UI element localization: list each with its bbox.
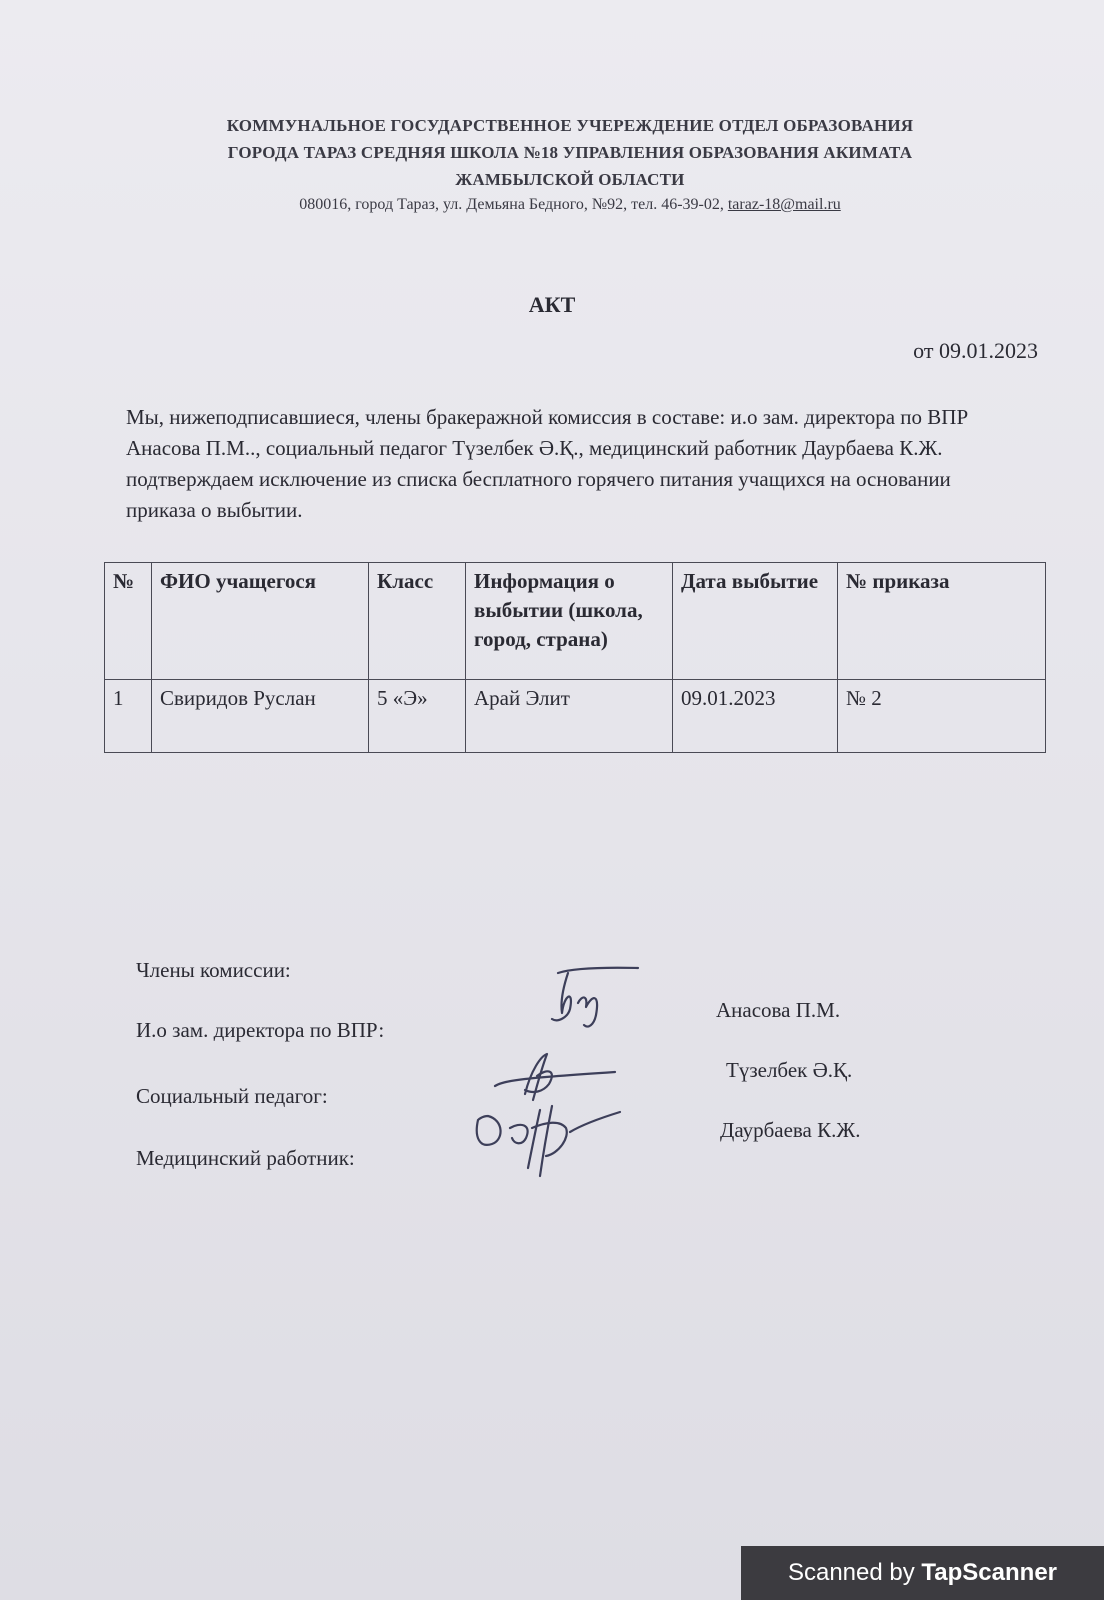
cell-number: 1 bbox=[105, 680, 152, 753]
header-line-1: КОММУНАЛЬНОЕ ГОСУДАРСТВЕННОЕ УЧЕРЕЖДЕНИЕ ОТДЕЛ ОБРАЗОВАНИЯ bbox=[226, 116, 914, 135]
cell-class: 5 «Э» bbox=[369, 680, 466, 753]
intro-paragraph: Мы, нижеподписавшиеся, члены бракеражной комиссия в составе: и.о зам. директора по ВПР Анасова П.М.., социальный педагог Түзелбек Ә.Қ., медицинский работник Даурбаева К.Ж. подтверждаем исключение из списка бесплатного горячего питания учащихся на основании приказа о выбытии. bbox=[126, 405, 969, 522]
commission-heading: Члены комиссии: bbox=[136, 958, 291, 982]
col-header-withdrawal-info: Информация о выбытии (школа, город, страна) bbox=[466, 563, 673, 680]
role-deputy-director: И.о зам. директора по ВПР: bbox=[136, 1018, 385, 1042]
col-header-number: № bbox=[105, 563, 152, 680]
badge-prefix: Scanned by bbox=[787, 1559, 922, 1586]
document-title: АКТ bbox=[528, 292, 576, 317]
organization-header bbox=[130, 112, 1010, 193]
withdrawal-table bbox=[104, 562, 1046, 753]
scanner-watermark-badge bbox=[741, 1546, 1104, 1600]
badge-brand: TapScanner bbox=[921, 1559, 1058, 1586]
name-deputy-director: Анасова П.М. bbox=[716, 998, 841, 1022]
role-medical-worker: Медицинский работник: bbox=[136, 1146, 355, 1170]
organization-address bbox=[130, 196, 1010, 214]
signature-medical-worker bbox=[470, 1098, 640, 1188]
cell-order-number: № 2 bbox=[838, 680, 1046, 753]
header-line-3: ЖАМБЫЛСКОЙ ОБЛАСТИ bbox=[455, 170, 685, 189]
name-social-teacher: Түзелбек Ә.Қ. bbox=[726, 1058, 853, 1082]
header-line-2: ГОРОДА ТАРАЗ СРЕДНЯЯ ШКОЛА №18 УПРАВЛЕНИЯ ОБРАЗОВАНИЯ АКИМАТА bbox=[227, 143, 913, 162]
col-header-order-number: № приказа bbox=[838, 563, 1046, 680]
cell-withdrawal-date: 09.01.2023 bbox=[673, 680, 838, 753]
table-row bbox=[105, 680, 1046, 753]
signature-deputy-director bbox=[540, 965, 650, 1035]
cell-student-name: Свиридов Руслан bbox=[152, 680, 369, 753]
role-social-teacher: Социальный педагог: bbox=[136, 1084, 328, 1108]
address-text: 080016, город Тараз, ул. Демьяна Бедного, №92, тел. 46-39-02, bbox=[299, 196, 724, 213]
col-header-name: ФИО учащегося bbox=[152, 563, 369, 680]
name-medical-worker: Даурбаева К.Ж. bbox=[720, 1118, 861, 1142]
col-header-class: Класс bbox=[369, 563, 466, 680]
document-date: от 09.01.2023 bbox=[913, 338, 1038, 363]
col-header-withdrawal-date: Дата выбытие bbox=[673, 563, 838, 680]
email-link[interactable]: taraz-18@mail.ru bbox=[727, 196, 841, 213]
table-header-row bbox=[105, 563, 1046, 680]
cell-withdrawal-info: Арай Элит bbox=[466, 680, 673, 753]
